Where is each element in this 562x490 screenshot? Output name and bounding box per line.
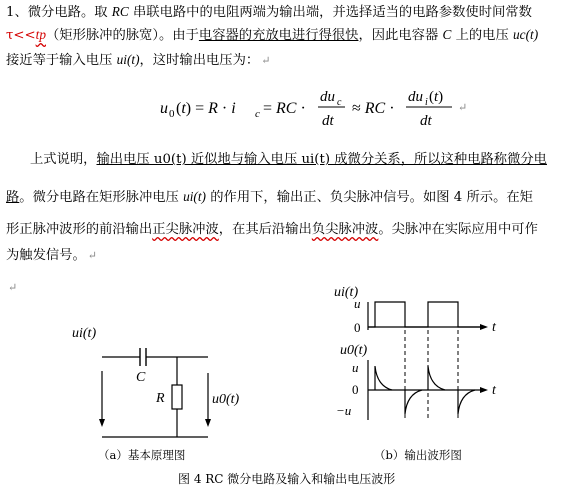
- para2-line1: [30, 150, 547, 170]
- circuit-diagram: [60, 315, 260, 465]
- arrow-down-icon: [205, 419, 211, 427]
- para1-line2: [6, 25, 538, 46]
- ui-symbol: ui(t): [116, 52, 140, 67]
- svg-text:(t): (t): [429, 89, 444, 105]
- svg-text:(t) = R · i: (t) = R · i: [176, 100, 236, 117]
- text: ，这时输出电压为：: [139, 53, 260, 68]
- svg-text:du: du: [408, 89, 423, 105]
- negative-spike: [405, 390, 422, 414]
- svg-text:c: c: [255, 108, 260, 120]
- svg-text:i: i: [425, 97, 428, 108]
- text: 1、微分电路。取: [6, 5, 112, 20]
- input-pulse: [368, 302, 480, 327]
- text: （矩形脉冲的脉宽）。由于: [45, 28, 199, 43]
- text: 。微分电路在矩形脉冲电压: [19, 190, 184, 205]
- text: 为触发信号。: [6, 248, 86, 263]
- arrow-right-icon: [480, 324, 488, 330]
- equation-svg: [160, 87, 520, 131]
- text: 串联电路中的电阻两端为输出端，并选择适当的电路参数使时间常数: [128, 5, 532, 20]
- waveform-chart: [330, 280, 520, 460]
- equation: [160, 87, 520, 127]
- svg-text:0: 0: [169, 108, 175, 120]
- underlined-text: 输出电压 u0(t) 近似地与输入电压 ui(t) 成微分关系，所以这种电路称微分电: [96, 152, 547, 167]
- positive-spike: [428, 366, 445, 390]
- uc-symbol: uc(t): [513, 27, 539, 42]
- text: RC: [111, 4, 129, 19]
- caption-b: （b）输出波形图: [374, 448, 462, 462]
- text: 形正脉冲波形的前沿输出: [6, 222, 153, 237]
- text: 上式说明，: [30, 152, 97, 167]
- resistor: [172, 385, 182, 409]
- svg-text:dt: dt: [322, 113, 334, 129]
- text: ，在其后沿输出: [218, 222, 312, 237]
- para2-line4: [6, 246, 97, 266]
- bottom-ylabel: u0(t): [340, 343, 368, 358]
- text: 上的电压: [451, 28, 514, 43]
- svg-text:c: c: [337, 97, 342, 108]
- minus-u-label: −u: [336, 403, 352, 418]
- r-label: R: [156, 391, 165, 406]
- underlined-text: 电容器的充放电进行得很快: [198, 28, 359, 43]
- svg-text:↵: ↵: [458, 102, 468, 114]
- underlined-text: 路: [6, 190, 20, 205]
- para2-line2: [6, 187, 533, 208]
- paragraph-mark: ↵: [261, 54, 271, 67]
- text: C: [442, 27, 452, 42]
- text: ，因此电容器: [358, 28, 443, 43]
- svg-text:u: u: [160, 100, 168, 117]
- red-underlined-text: 正尖脉冲波: [152, 222, 219, 237]
- paragraph-mark: ↵: [8, 281, 18, 294]
- text: 的作用下，输出正、负尖脉冲信号。如图 4 所示。在矩: [206, 190, 533, 205]
- ui-label: ui(t): [72, 326, 97, 341]
- positive-spike: [375, 366, 392, 390]
- tau-symbol: τ<<: [6, 28, 36, 43]
- para1-line1: [6, 2, 532, 23]
- zero-label: 0: [354, 320, 361, 335]
- u0-label: u0(t): [212, 392, 240, 407]
- paragraph-mark: ↵: [87, 249, 97, 262]
- figure-caption: 图 4 RC 微分电路及输入和输出电压波形: [178, 472, 396, 486]
- ui-symbol: ui(t): [183, 189, 206, 204]
- u-label: u: [352, 360, 359, 375]
- svg-text:≈ RC ·: ≈ RC ·: [352, 100, 395, 117]
- text: 接近等于输入电压: [6, 53, 117, 68]
- top-ylabel: ui(t): [334, 285, 359, 300]
- svg-text:dt: dt: [420, 113, 432, 129]
- arrow-down-icon: [99, 419, 105, 427]
- t-label: t: [492, 320, 496, 335]
- c-label: C: [136, 370, 146, 385]
- para1-line3: [6, 50, 270, 71]
- svg-text:du: du: [320, 89, 335, 105]
- tp-symbol: tp: [35, 27, 46, 42]
- arrow-right-icon: [480, 387, 488, 393]
- u-label: u: [354, 296, 361, 311]
- negative-spike: [458, 390, 475, 414]
- empty-line: [6, 278, 17, 298]
- zero-label: 0: [352, 382, 359, 397]
- caption-a: （a）基本原理图: [98, 448, 186, 462]
- red-underlined-text: 负尖脉冲波: [311, 222, 379, 237]
- text: 。尖脉冲在实际应用中可作: [378, 222, 538, 237]
- t-label: t: [492, 383, 496, 398]
- para2-line3: [6, 220, 538, 240]
- svg-text:= RC ·: = RC ·: [263, 100, 306, 117]
